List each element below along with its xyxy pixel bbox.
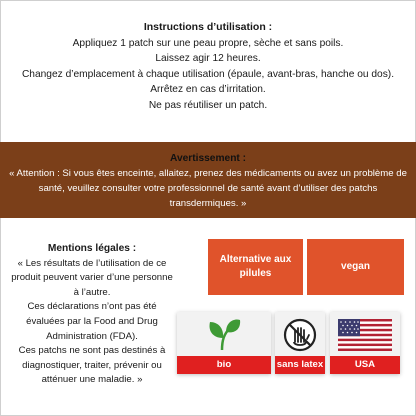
legal-line: « Les résultats de l’utilisation de ce: [17, 257, 167, 269]
legal-line: Ces patchs ne sont pas destinés à: [18, 345, 166, 357]
warning-section: [0, 142, 416, 218]
usa-label: USA: [330, 356, 400, 374]
bio-tile: [177, 312, 271, 374]
latex-free-tile: [275, 312, 325, 374]
instructions-section: [8, 20, 408, 113]
latex-free-label: sans latex: [275, 356, 325, 374]
alternative-pills-badge: [208, 239, 303, 295]
instructions-line: Arrêtez en cas d’irritation.: [150, 84, 266, 95]
bio-label: bio: [177, 356, 271, 374]
warning-title: Avertissement :: [169, 153, 247, 164]
legal-line: diagnostiquer, traiter, prévenir ou: [22, 359, 162, 371]
legal-line: Administration (FDA).: [46, 330, 138, 342]
usa-tile: [330, 312, 400, 374]
legal-line: Ces déclarations n’ont pas été: [27, 301, 157, 313]
legal-line: atténuer une maladie. »: [41, 374, 143, 386]
legal-line: évaluées par la Food and Drug: [26, 315, 158, 327]
no-glove-icon: [282, 317, 318, 353]
legal-line: produit peuvent varier d’une personne: [11, 272, 173, 284]
instructions-line: Changez d’emplacement à chaque utilisation (épaule, avant-bras, hanche ou dos).: [21, 68, 395, 80]
warning-text: « Attention : Si vous êtes enceinte, allaitez, prenez des médicaments ou avez un problème de santé, veuillez consulter votre professionnel de santé avant d’utiliser des patchs transdermiques. »: [9, 168, 407, 209]
vegan-badge: [307, 239, 404, 295]
instructions-line: Ne pas réutiliser un patch.: [148, 99, 268, 111]
instructions-title: Instructions d’utilisation :: [143, 21, 273, 33]
alternative-pills-label: Alternative aux pilules: [219, 254, 292, 279]
vegan-label: vegan: [341, 261, 370, 272]
us-flag-icon: [338, 319, 392, 351]
instructions-line: Appliquez 1 patch sur une peau propre, sèche et sans poils.: [72, 37, 344, 49]
legal-section: [0, 242, 184, 388]
legal-line: à l’autre.: [73, 286, 111, 298]
leaf-icon: [204, 316, 244, 354]
legal-title: Mentions légales :: [47, 243, 137, 254]
instructions-line: Laissez agir 12 heures.: [155, 53, 261, 64]
